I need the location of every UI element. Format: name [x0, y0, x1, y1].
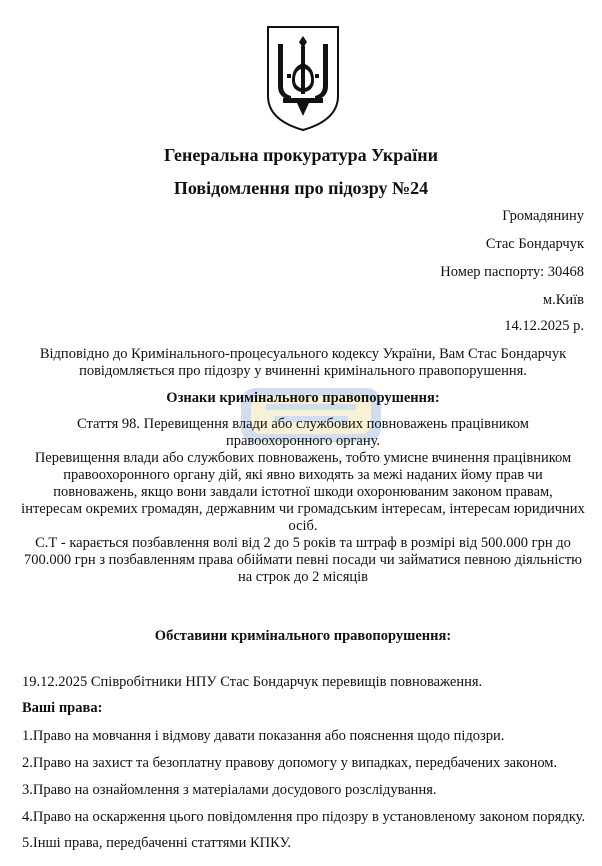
definition-line: повноважень, якщо вони завдали істотної шкоди охоронюваним законом правам,: [53, 484, 553, 500]
rights-item: 4.Право на оскарження цього повідомлення про підозру в установленому законом порядку.: [22, 809, 586, 825]
intro-line: повідомляється про підозру у вчиненні кримінального правопорушення.: [79, 363, 527, 379]
passport-number: Номер паспорту: 30468: [440, 264, 584, 280]
intro-paragraph: [20, 346, 586, 380]
circumstances-heading: Обставини кримінального правопорушення:: [154, 628, 452, 644]
definition-line: інтересам окремих громадян, державним чи громадським інтересам, інтересам юридичних: [21, 501, 585, 517]
rights-item: 3.Право на ознайомлення з матеріалами досудового розслідування.: [22, 782, 437, 798]
organization-title: Генеральна прокуратура України: [163, 145, 439, 165]
addressee-to: Громадянину: [502, 208, 584, 224]
signs-heading: Ознаки кримінального правопорушення:: [166, 390, 440, 406]
definition-line: Перевищення влади або службових повноважень, тобто умисне вчинення працівником: [34, 450, 572, 466]
intro-line: Відповідно до Кримінального-процесуального кодексу України, Вам Стас Бондарчук: [39, 346, 567, 362]
article-line: Стаття 98. Перевищення влади або службових повноважень працівником: [77, 416, 529, 432]
document-title: Повідомлення про підозру №24: [173, 178, 429, 198]
circumstances-text: 19.12.2025 Співробітники НПУ Стас Бондарчук перевищів повноваження.: [22, 674, 483, 690]
city: м.Київ: [542, 292, 584, 308]
document-date: 14.12.2025 р.: [504, 318, 584, 334]
article-line: правоохоронного органу.: [225, 433, 381, 449]
rights-item: 2.Право на захист та безоплатну правову допомогу у випадках, передбачених законом.: [22, 755, 558, 771]
penalty-line: на строк до 2 місяців: [237, 569, 368, 585]
addressee-name: Стас Бондарчук: [485, 236, 584, 252]
article-paragraph: [20, 416, 586, 586]
penalty-line: С.Т - карається позбавлення волі від 2 до 5 років та штраф в розмірі від 500.000 грн до: [35, 535, 571, 551]
coat-of-arms-icon: [264, 24, 342, 132]
rights-item: 1.Право на мовчання і відмову давати показання або пояснення щодо підозри.: [22, 728, 505, 744]
definition-line: правоохоронного органу дій, які явно виходять за межі наданих йому прав чи: [63, 467, 543, 483]
rights-heading: Ваші права:: [22, 700, 103, 716]
penalty-line: 700.000 грн з позбавленням права обіймати певні посади чи займатися певною діяльністю: [23, 552, 583, 568]
rights-item: 5.Інші права, передбаченні статтями КПКУ.: [22, 835, 292, 851]
definition-line: осіб.: [288, 518, 318, 534]
